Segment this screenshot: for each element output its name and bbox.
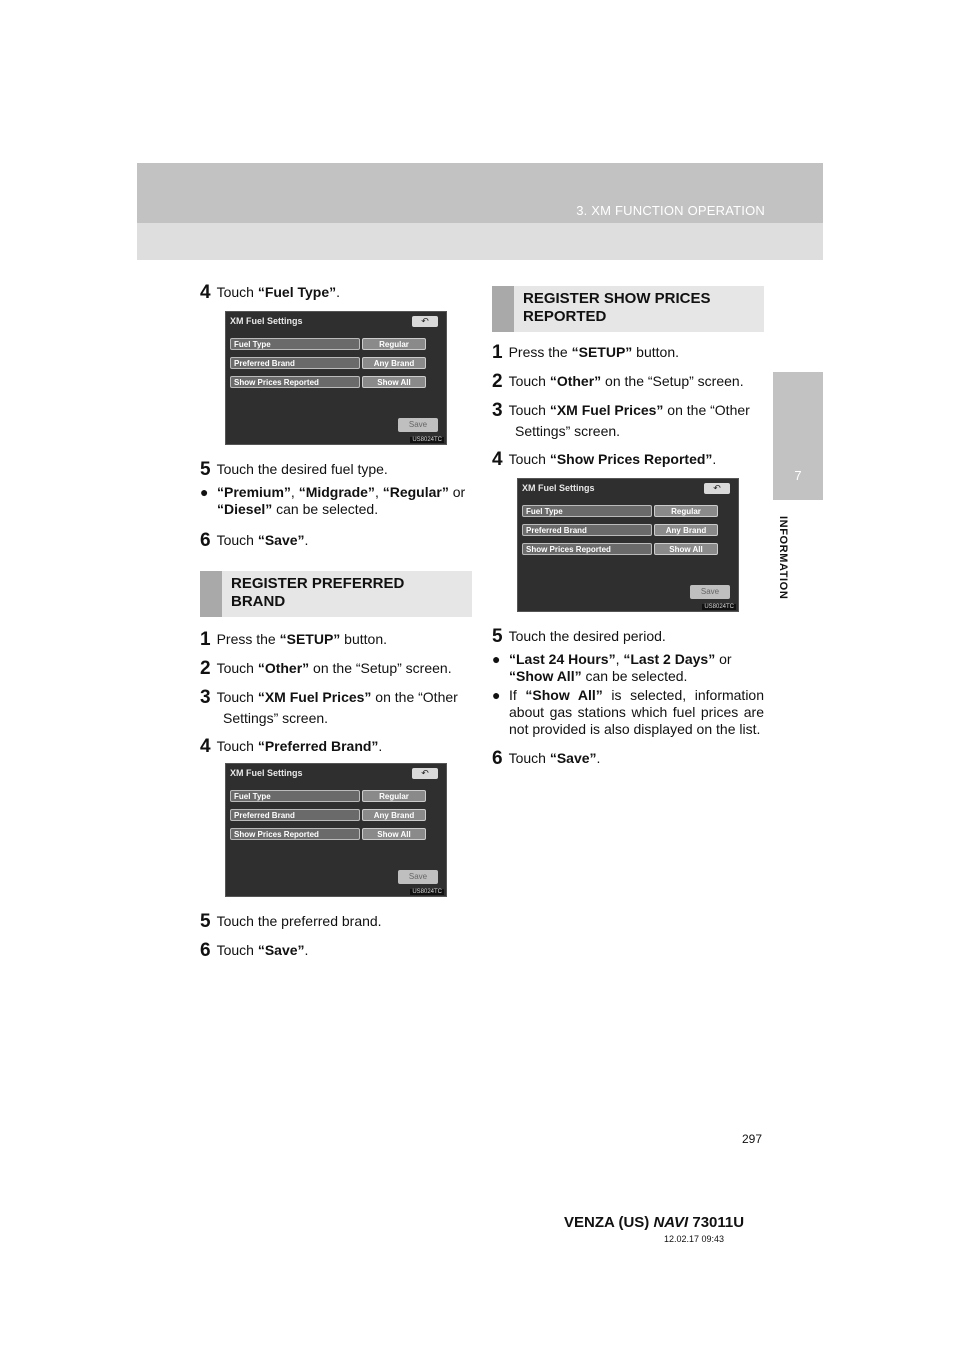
step-1: 1 Press the “SETUP” button. xyxy=(492,342,679,363)
bullet-show-all-info: ● If “Show All” is selected, information about gas stations which fuel prices are not provided is also displayed on the list. xyxy=(492,687,764,737)
figure-code: US8024TC xyxy=(704,604,734,610)
step-5: 5 Touch the desired fuel type. xyxy=(200,459,388,480)
screen-row[interactable]: Preferred Brand Any Brand xyxy=(522,524,732,536)
screen-row[interactable]: Preferred Brand Any Brand xyxy=(230,809,440,821)
back-icon[interactable]: ↶ xyxy=(412,316,438,327)
step-3-continued: Settings” screen. xyxy=(515,423,621,439)
footer-model: VENZA (US) NAVI 73011U xyxy=(564,1214,745,1231)
screen-row[interactable]: Show Prices Reported Show All xyxy=(522,543,732,555)
section-title: 3. XM FUNCTION OPERATION xyxy=(576,203,765,218)
screen-row[interactable]: Show Prices Reported Show All xyxy=(230,376,440,388)
footer-date: 12.02.17 09:43 xyxy=(664,1234,725,1244)
bullet-period-options: ● “Last 24 Hours”, “Last 2 Days” or “Show All” can be selected. xyxy=(492,651,732,684)
save-button[interactable]: Save xyxy=(398,870,438,884)
step-4-preferred-brand: 4 Touch “Preferred Brand”. xyxy=(200,736,383,757)
screen-row[interactable]: Preferred Brand Any Brand xyxy=(230,357,440,369)
step-4-fuel-type: 4 Touch “Fuel Type”. xyxy=(200,282,341,303)
step-5-preferred: 5 Touch the preferred brand. xyxy=(200,911,382,932)
step-2: 2 Touch “Other” on the “Setup” screen. xyxy=(200,658,452,679)
figure-code: US8024TC xyxy=(412,437,442,443)
save-button[interactable]: Save xyxy=(690,585,730,599)
screenshot-fuel-settings-3: XM Fuel Settings ↶ Fuel Type Regular Preferred Brand Any Brand Show Prices Reported Show All Save US8024TC xyxy=(517,478,739,612)
header-top xyxy=(137,163,823,223)
step-1: 1 Press the “SETUP” button. xyxy=(200,629,387,650)
chapter-number: 7 xyxy=(794,468,802,483)
screen-row[interactable]: Fuel Type Regular xyxy=(230,790,440,802)
right-column xyxy=(492,286,764,769)
screenshot-fuel-settings-1 xyxy=(225,311,447,445)
chapter-tab xyxy=(773,372,823,500)
chapter-label: INFORMATION xyxy=(777,516,789,600)
screen-row[interactable]: Fuel Type Regular xyxy=(230,338,440,350)
screen-title: XM Fuel Settings xyxy=(230,316,303,326)
step-6: 6 Touch “Save”. xyxy=(200,530,309,551)
step-6-period: 6 Touch “Save”. xyxy=(492,748,601,769)
screenshot-fuel-settings-2: XM Fuel Settings ↶ Fuel Type Regular Preferred Brand Any Brand Show Prices Reported Show All Save US8024TC xyxy=(225,763,447,897)
screen-row[interactable]: Fuel Type Regular xyxy=(522,505,732,517)
page-number: 297 xyxy=(742,1132,763,1146)
left-column xyxy=(200,282,472,961)
figure-code: US8024TC xyxy=(412,889,442,895)
back-icon[interactable]: ↶ xyxy=(704,483,730,494)
section-header-preferred-brand: REGISTER PREFERRED BRAND xyxy=(200,571,472,617)
step-2: 2 Touch “Other” on the “Setup” screen. xyxy=(492,371,744,392)
bullet-fuel-options: ● “Premium”, “Midgrade”, “Regular” or “Diesel” can be selected. xyxy=(200,484,466,517)
step-5-period: 5 Touch the desired period. xyxy=(492,626,666,647)
screen-row[interactable]: Show Prices Reported Show All xyxy=(230,828,440,840)
step-3: 3 Touch “XM Fuel Prices” on the “Other xyxy=(200,687,458,708)
step-3-continued: Settings” screen. xyxy=(223,710,329,726)
save-button[interactable]: Save xyxy=(398,418,438,432)
step-3: 3 Touch “XM Fuel Prices” on the “Other xyxy=(492,400,750,421)
step-4-show-prices: 4 Touch “Show Prices Reported”. xyxy=(492,449,717,470)
section-header-show-prices: REGISTER SHOW PRICES REPORTED xyxy=(492,286,764,332)
step-6-preferred: 6 Touch “Save”. xyxy=(200,940,309,961)
header-band xyxy=(137,163,823,260)
back-icon[interactable]: ↶ xyxy=(412,768,438,779)
